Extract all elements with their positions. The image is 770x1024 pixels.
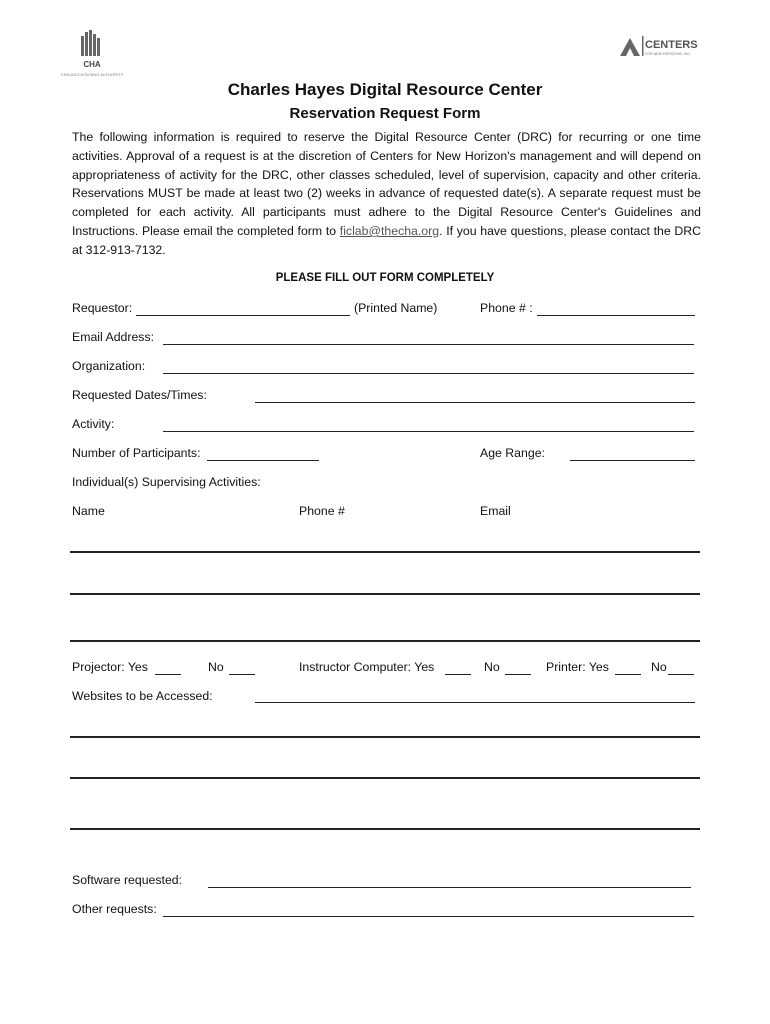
projector-no-field[interactable] [229,674,255,675]
instructor-computer-yes-field[interactable] [445,674,471,675]
centers-logo-brand: CENTERS [645,39,698,51]
name-column-label: Name [72,504,105,518]
software-label: Software requested: [72,873,183,887]
websites-line-3[interactable] [70,828,700,830]
projector-yes-field[interactable] [155,674,181,675]
dates-field[interactable] [255,402,695,403]
participants-label: Number of Participants: [72,446,201,460]
phone-label: Phone # : [480,301,533,315]
supervisor-line-1[interactable] [70,551,700,553]
page-title: Charles Hayes Digital Resource Center [227,80,543,99]
phone-column-label: Phone # [299,504,345,518]
cha-logo-sub: CHICAGO HOUSING AUTHORITY [60,72,124,77]
websites-field[interactable] [255,702,695,703]
email-label: Email Address: [72,330,155,344]
activity-field[interactable] [163,431,694,432]
organization-field[interactable] [163,373,694,374]
intro-text-end: . If you have questions, please contact the DRC at 312-913-7132. [72,223,702,257]
printed-name-label: (Printed Name) [354,301,438,315]
dates-label: Requested Dates/Times: [72,388,207,402]
intro-paragraph [72,128,701,260]
printer-yes-field[interactable] [615,674,641,675]
instructor-computer-yes-label: Instructor Computer: Yes [299,660,435,674]
email-column-label: Email [480,504,511,518]
participants-field[interactable] [207,460,319,461]
other-requests-field[interactable] [163,916,694,917]
websites-label: Websites to be Accessed: [72,689,213,703]
cha-logo-abbr: CHA [83,60,101,69]
instruction-heading: PLEASE FILL OUT FORM COMPLETELY [275,272,495,284]
supervisor-line-3[interactable] [70,640,700,642]
websites-line-2[interactable] [70,777,700,779]
centers-logo-sub: FOR NEW HORIZONS, INC. [645,52,692,56]
age-range-label: Age Range: [480,446,545,460]
printer-no-label: No [651,660,667,674]
printer-no-field[interactable] [668,674,694,675]
software-field[interactable] [208,887,691,888]
intro-text: The following information is required to reserve the Digital Resource Center (DRC) for recurring or one time activities. Approval of a request is at the discretion of Centers for New Horizon's management and will depend on appropriateness of activity for the DRC, other classes scheduled, level of supervision, capacity and other criteria. Reservations MUST be made at least two (2) weeks in advance of requested date(s). A separate request must be completed for each activity. All participants must adhere to the Digital Resource Center's Guidelines and Instructions. Please email the completed form to [72,130,701,238]
form-subtitle: Reservation Request Form [289,105,481,122]
email-link[interactable]: ficlab@thecha.org [339,223,440,238]
requestor-field[interactable] [136,315,350,316]
printer-yes-label: Printer: Yes [546,660,609,674]
supervisor-line-2[interactable] [70,593,700,595]
projector-no-label: No [208,660,224,674]
organization-label: Organization: [72,359,146,373]
instructor-computer-no-field[interactable] [505,674,531,675]
email-field[interactable] [163,344,694,345]
supervising-label: Individual(s) Supervising Activities: [72,475,261,489]
other-requests-label: Other requests: [72,902,157,916]
centers-logo [618,34,696,58]
phone-field[interactable] [537,315,695,316]
instructor-computer-no-label: No [484,660,500,674]
age-range-field[interactable] [570,460,695,461]
requestor-label: Requestor: [72,301,133,315]
projector-yes-label: Projector: Yes [72,660,148,674]
websites-line-1[interactable] [70,736,700,738]
activity-label: Activity: [72,417,115,431]
